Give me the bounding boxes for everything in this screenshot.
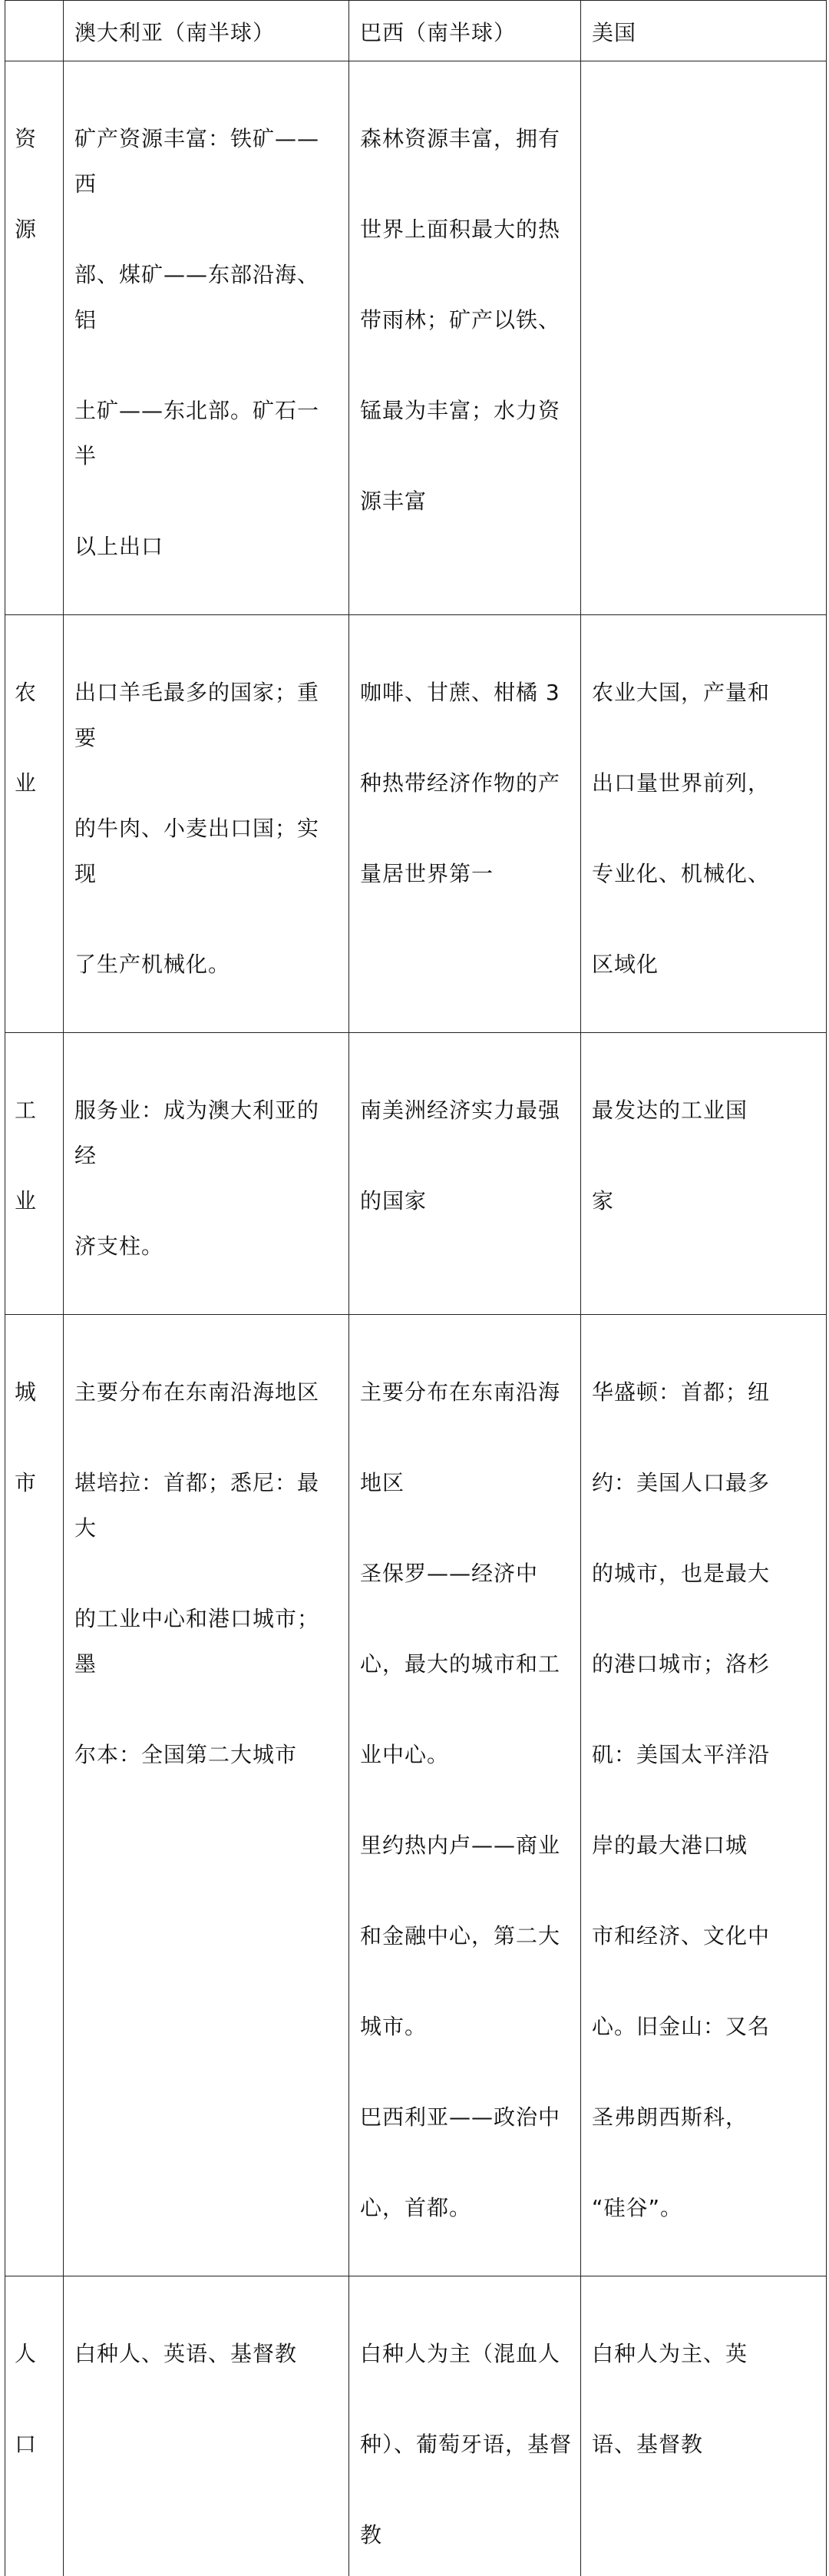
text-line: 圣弗朗西斯科，: [592, 2094, 818, 2140]
text-line: 出口羊毛最多的国家；重要: [74, 670, 341, 760]
text-line: 地区: [360, 1460, 573, 1505]
text-line: 世界上面积最大的热: [360, 207, 573, 252]
text-line: 南美洲经济实力最强: [360, 1088, 573, 1133]
row-head-agriculture: [5, 615, 64, 1033]
text-line: 出口量世界前列，: [592, 760, 818, 806]
text-line: 市和经济、文化中: [592, 1913, 818, 1958]
row-head-char: 市: [15, 1460, 60, 1505]
text-line: 森林资源丰富，拥有: [360, 116, 573, 161]
text-line: 服务业：成为澳大利亚的经: [74, 1088, 341, 1178]
text-line: 土矿——东北部。矿石一半: [74, 388, 341, 478]
text-line: 约：美国人口最多: [592, 1460, 818, 1505]
text-line: 农业大国，产量和: [592, 670, 818, 715]
text-line: 了生产机械化。: [74, 942, 341, 987]
row-population: [5, 2276, 827, 2576]
text-line: 业中心。: [360, 1732, 573, 1777]
header-australia: 澳大利亚（南半球）: [64, 1, 349, 61]
text-line: 带雨林；矿产以铁、: [360, 297, 573, 343]
row-head-char: 口: [15, 2422, 60, 2467]
text-line: 种）、葡萄牙语，基督: [360, 2422, 573, 2467]
text-line: 教: [360, 2512, 573, 2558]
text-line: 主要分布在东南沿海地区: [74, 1369, 341, 1415]
text-line: 的城市，也是最大: [592, 1551, 818, 1596]
text-line: 圣保罗——经济中: [360, 1551, 573, 1596]
text-line: 咖啡、甘蔗、柑橘 3: [360, 670, 573, 715]
text-line: “硅谷”。: [592, 2185, 818, 2230]
cell-industry-brazil: [349, 1033, 581, 1315]
text-line: 语、基督教: [592, 2422, 818, 2467]
row-head-char: 源: [15, 207, 60, 252]
text-line: 以上出口: [74, 524, 341, 569]
text-line: 专业化、机械化、: [592, 851, 818, 896]
text-line: 源丰富: [360, 478, 573, 524]
cell-cities-usa: [581, 1315, 827, 2276]
cell-resources-australia: [64, 61, 349, 615]
text-line: 堪培拉：首都；悉尼：最大: [74, 1460, 341, 1551]
text-line: 和金融中心，第二大: [360, 1913, 573, 1958]
cell-population-brazil: [349, 2276, 581, 2576]
text-line: 矿产资源丰富：铁矿——西: [74, 116, 341, 207]
cell-agriculture-brazil: [349, 615, 581, 1033]
row-head-char: 业: [15, 760, 60, 806]
cell-agriculture-australia: [64, 615, 349, 1033]
text-line: 心。旧金山：又名: [592, 2004, 818, 2049]
text-line: 家: [592, 1178, 818, 1223]
cell-industry-usa: [581, 1033, 827, 1315]
text-line: 的国家: [360, 1178, 573, 1223]
comparison-table: [5, 0, 827, 2576]
text-line: 尔本：全国第二大城市: [74, 1732, 341, 1777]
row-resources: [5, 61, 827, 615]
header-usa: 美国: [581, 1, 827, 61]
header-row: [5, 1, 827, 61]
text-line: 心，最大的城市和工: [360, 1641, 573, 1687]
row-head-char: 资: [15, 116, 60, 161]
text-line: 区域化: [592, 942, 818, 987]
text-line: 最发达的工业国: [592, 1088, 818, 1133]
row-head-char: 人: [15, 2331, 60, 2376]
text-line: 里约热内卢——商业: [360, 1823, 573, 1868]
row-cities: [5, 1315, 827, 2276]
text-line: 巴西利亚——政治中: [360, 2094, 573, 2140]
text-line: 的牛肉、小麦出口国；实现: [74, 806, 341, 896]
text-line: 城市。: [360, 2004, 573, 2049]
cell-industry-australia: [64, 1033, 349, 1315]
cell-population-australia: [64, 2276, 349, 2576]
row-head-char: 城: [15, 1369, 60, 1415]
header-corner-cell: [5, 1, 64, 61]
cell-resources-usa: [581, 61, 827, 615]
text-line: 华盛顿：首都；纽: [592, 1369, 818, 1415]
text-line: 部、煤矿——东部沿海、铝: [74, 252, 341, 343]
row-head-resources: [5, 61, 64, 615]
row-head-char: 业: [15, 1178, 60, 1223]
text-line: 白种人为主、英: [592, 2331, 818, 2376]
text-line: 白种人、英语、基督教: [74, 2331, 341, 2376]
row-head-industry: [5, 1033, 64, 1315]
text-line: 锰最为丰富；水力资: [360, 388, 573, 433]
cell-cities-brazil: [349, 1315, 581, 2276]
header-brazil: 巴西（南半球）: [349, 1, 581, 61]
text-line: 主要分布在东南沿海: [360, 1369, 573, 1415]
row-industry: [5, 1033, 827, 1315]
cell-agriculture-usa: [581, 615, 827, 1033]
row-head-char: 农: [15, 670, 60, 715]
row-head-cities: [5, 1315, 64, 2276]
text-line: 种热带经济作物的产: [360, 760, 573, 806]
cell-population-usa: [581, 2276, 827, 2576]
text-line: 矶：美国太平洋沿: [592, 1732, 818, 1777]
text-line: 量居世界第一: [360, 851, 573, 896]
text-line: 的港口城市；洛杉: [592, 1641, 818, 1687]
text-line: 岸的最大港口城: [592, 1823, 818, 1868]
row-agriculture: [5, 615, 827, 1033]
text-line: 的工业中心和港口城市；墨: [74, 1596, 341, 1687]
text-line: 白种人为主（混血人: [360, 2331, 573, 2376]
row-head-char: 工: [15, 1088, 60, 1133]
cell-cities-australia: [64, 1315, 349, 2276]
text-line: 心，首都。: [360, 2185, 573, 2230]
text-line: 济支柱。: [74, 1223, 341, 1269]
cell-resources-brazil: [349, 61, 581, 615]
row-head-population: [5, 2276, 64, 2576]
